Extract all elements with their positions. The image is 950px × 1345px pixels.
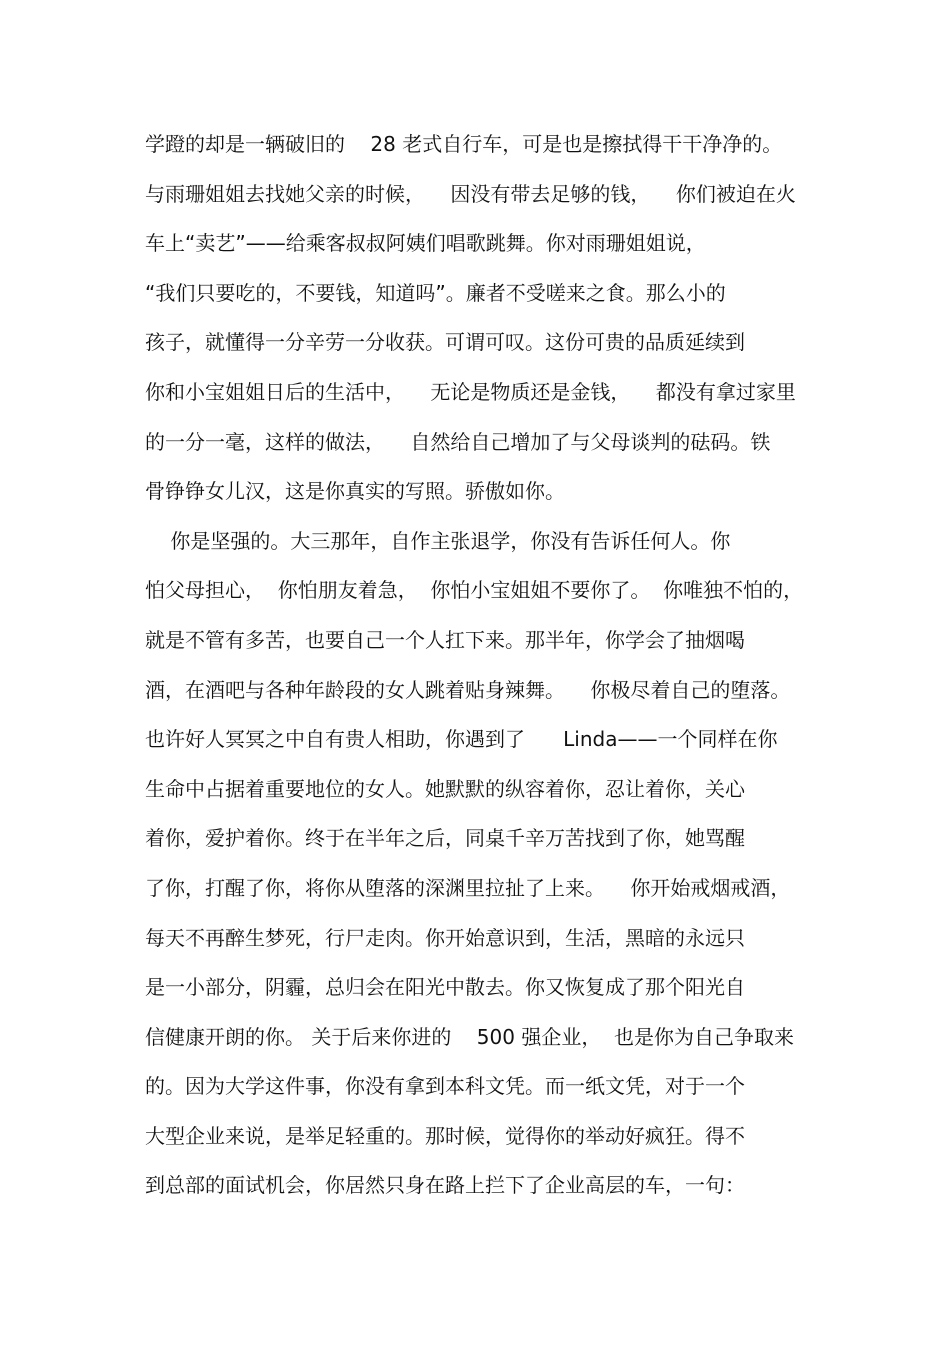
text-line: 学蹬的却是一辆破旧的 28 老式自行车，可是也是擦拭得干干净净的。 bbox=[145, 132, 783, 156]
text-line: 的一分一毫，这样的做法， 自然给自己增加了与父母谈判的砝码。铁 bbox=[145, 429, 771, 454]
text-line: 你和小宝姐姐日后的生活中， 无论是物质还是金钱， 都没有拿过家里 bbox=[145, 379, 796, 404]
text-line: 大型企业来说，是举足轻重的。那时候，觉得你的举动好疯狂。得不 bbox=[145, 1123, 745, 1148]
text-line: 也许好人冥冥之中自有贵人相助，你遇到了 Linda——一个同样在你 bbox=[145, 727, 778, 752]
text-line: 就是不管有多苦，也要自己一个人扛下来。那半年，你学会了抽烟喝 bbox=[145, 627, 745, 652]
text-line: 了你，打醒了你，将你从堕落的深渊里拉扯了上来。 你开始戒烟戒酒， bbox=[145, 875, 791, 900]
text-line: 生命中占据着重要地位的女人。她默默的纵容着你，忍让着你，关心 bbox=[145, 776, 745, 801]
text-line: 的。因为大学这件事，你没有拿到本科文凭。而一纸文凭，对于一个 bbox=[145, 1074, 745, 1099]
text-line: 信健康开朗的你。 关于后来你进的 500 强企业， 也是你为自己争取来 bbox=[145, 1024, 795, 1049]
text-line: 骨铮铮女儿汉，这是你真实的写照。骄傲如你。 bbox=[145, 479, 565, 504]
text-line: 怕父母担心， 你怕朋友着急， 你怕小宝姐姐不要你了。 你唯独不怕的， bbox=[145, 578, 804, 603]
text-line: 酒，在酒吧与各种年龄段的女人跳着贴身辣舞。 你极尽着自己的堕落。 bbox=[145, 677, 791, 702]
text-line: “我们只要吃的，不要钱，知道吗”。廉者不受嗟来之食。那么小的 bbox=[145, 280, 726, 305]
text-line: 孩子，就懂得一分辛劳一分收获。可谓可叹。这份可贵的品质延续到 bbox=[145, 330, 745, 355]
text-line: 到总部的面试机会，你居然只身在路上拦下了企业高层的车，一句： bbox=[145, 1173, 745, 1198]
body-text bbox=[145, 120, 815, 1211]
text-line: 是一小部分，阴霾，总归会在阳光中散去。你又恢复成了那个阳光自 bbox=[145, 975, 745, 1000]
text-line: 每天不再醉生梦死，行尸走肉。你开始意识到，生活，黑暗的永远只 bbox=[145, 925, 745, 950]
text-line: 着你，爱护着你。终于在半年之后，同桌千辛万苦找到了你，她骂醒 bbox=[145, 826, 745, 851]
text-line: 车上“卖艺”——给乘客叔叔阿姨们唱歌跳舞。你对雨珊姐姐说， bbox=[145, 231, 706, 256]
text-line: 你是坚强的。大三那年，自作主张退学，你没有告诉任何人。你 bbox=[145, 528, 731, 553]
text-line: 与雨珊姐姐去找她父亲的时候， 因没有带去足够的钱， 你们被迫在火 bbox=[145, 181, 796, 206]
